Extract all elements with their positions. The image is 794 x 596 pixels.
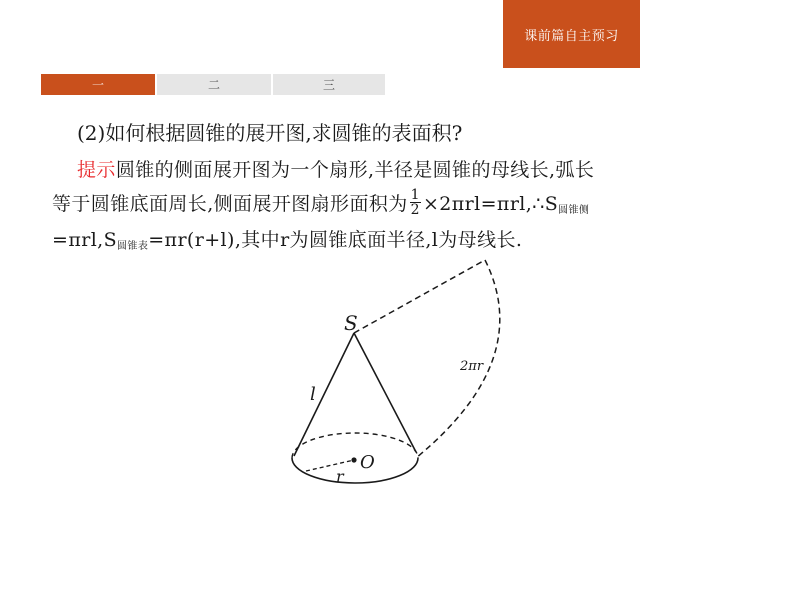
subscript-total: 圆锥表	[117, 241, 149, 252]
hint-line-2-prefix: 等于圆锥底面周长,侧面展开图扇形面积为	[52, 193, 408, 215]
sector-arc	[416, 260, 500, 458]
cone-right-side	[354, 333, 416, 452]
center-point	[351, 457, 356, 462]
center-label: O	[360, 452, 375, 473]
cone-left-side	[294, 333, 354, 456]
slant-label: l	[310, 384, 316, 405]
cone-figure	[280, 250, 520, 495]
hint-line-2-formula: ×2πrl=πrl,∴S	[422, 193, 559, 215]
fraction-denominator: 2	[410, 201, 420, 218]
apex-label: S	[344, 311, 358, 335]
fraction-one-half	[410, 188, 421, 217]
base-radius	[306, 460, 354, 471]
section-tabs	[41, 74, 387, 95]
hint-line-3-b: =πr(r+l),其中r为圆锥底面半径,l为母线长.	[148, 229, 523, 251]
fraction-numerator: 1	[410, 186, 420, 203]
hint-label: 提示	[77, 159, 116, 181]
hint-line-2	[52, 186, 724, 220]
tab-3[interactable]: 三	[273, 74, 385, 95]
arc-length-label: 2πr	[460, 359, 484, 374]
question-text: (2)如何根据圆锥的展开图,求圆锥的表面积?	[77, 121, 463, 145]
tab-1[interactable]: 一	[41, 74, 155, 95]
cone-diagram	[280, 250, 520, 495]
radius-label: r	[336, 467, 344, 486]
hint-line-3-a: =πrl,S	[52, 229, 118, 251]
section-badge: 课前篇自主预习	[503, 0, 640, 68]
tab-2[interactable]: 二	[157, 74, 271, 95]
hint-line-3	[52, 225, 724, 252]
hint-line-1	[77, 155, 749, 182]
hint-line-1-text: 圆锥的侧面展开图为一个扇形,半径是圆锥的母线长,弧长	[115, 159, 595, 181]
sector-radius-top	[354, 260, 485, 333]
base-back-edge	[292, 433, 418, 458]
subscript-lateral: 圆锥侧	[558, 205, 590, 216]
